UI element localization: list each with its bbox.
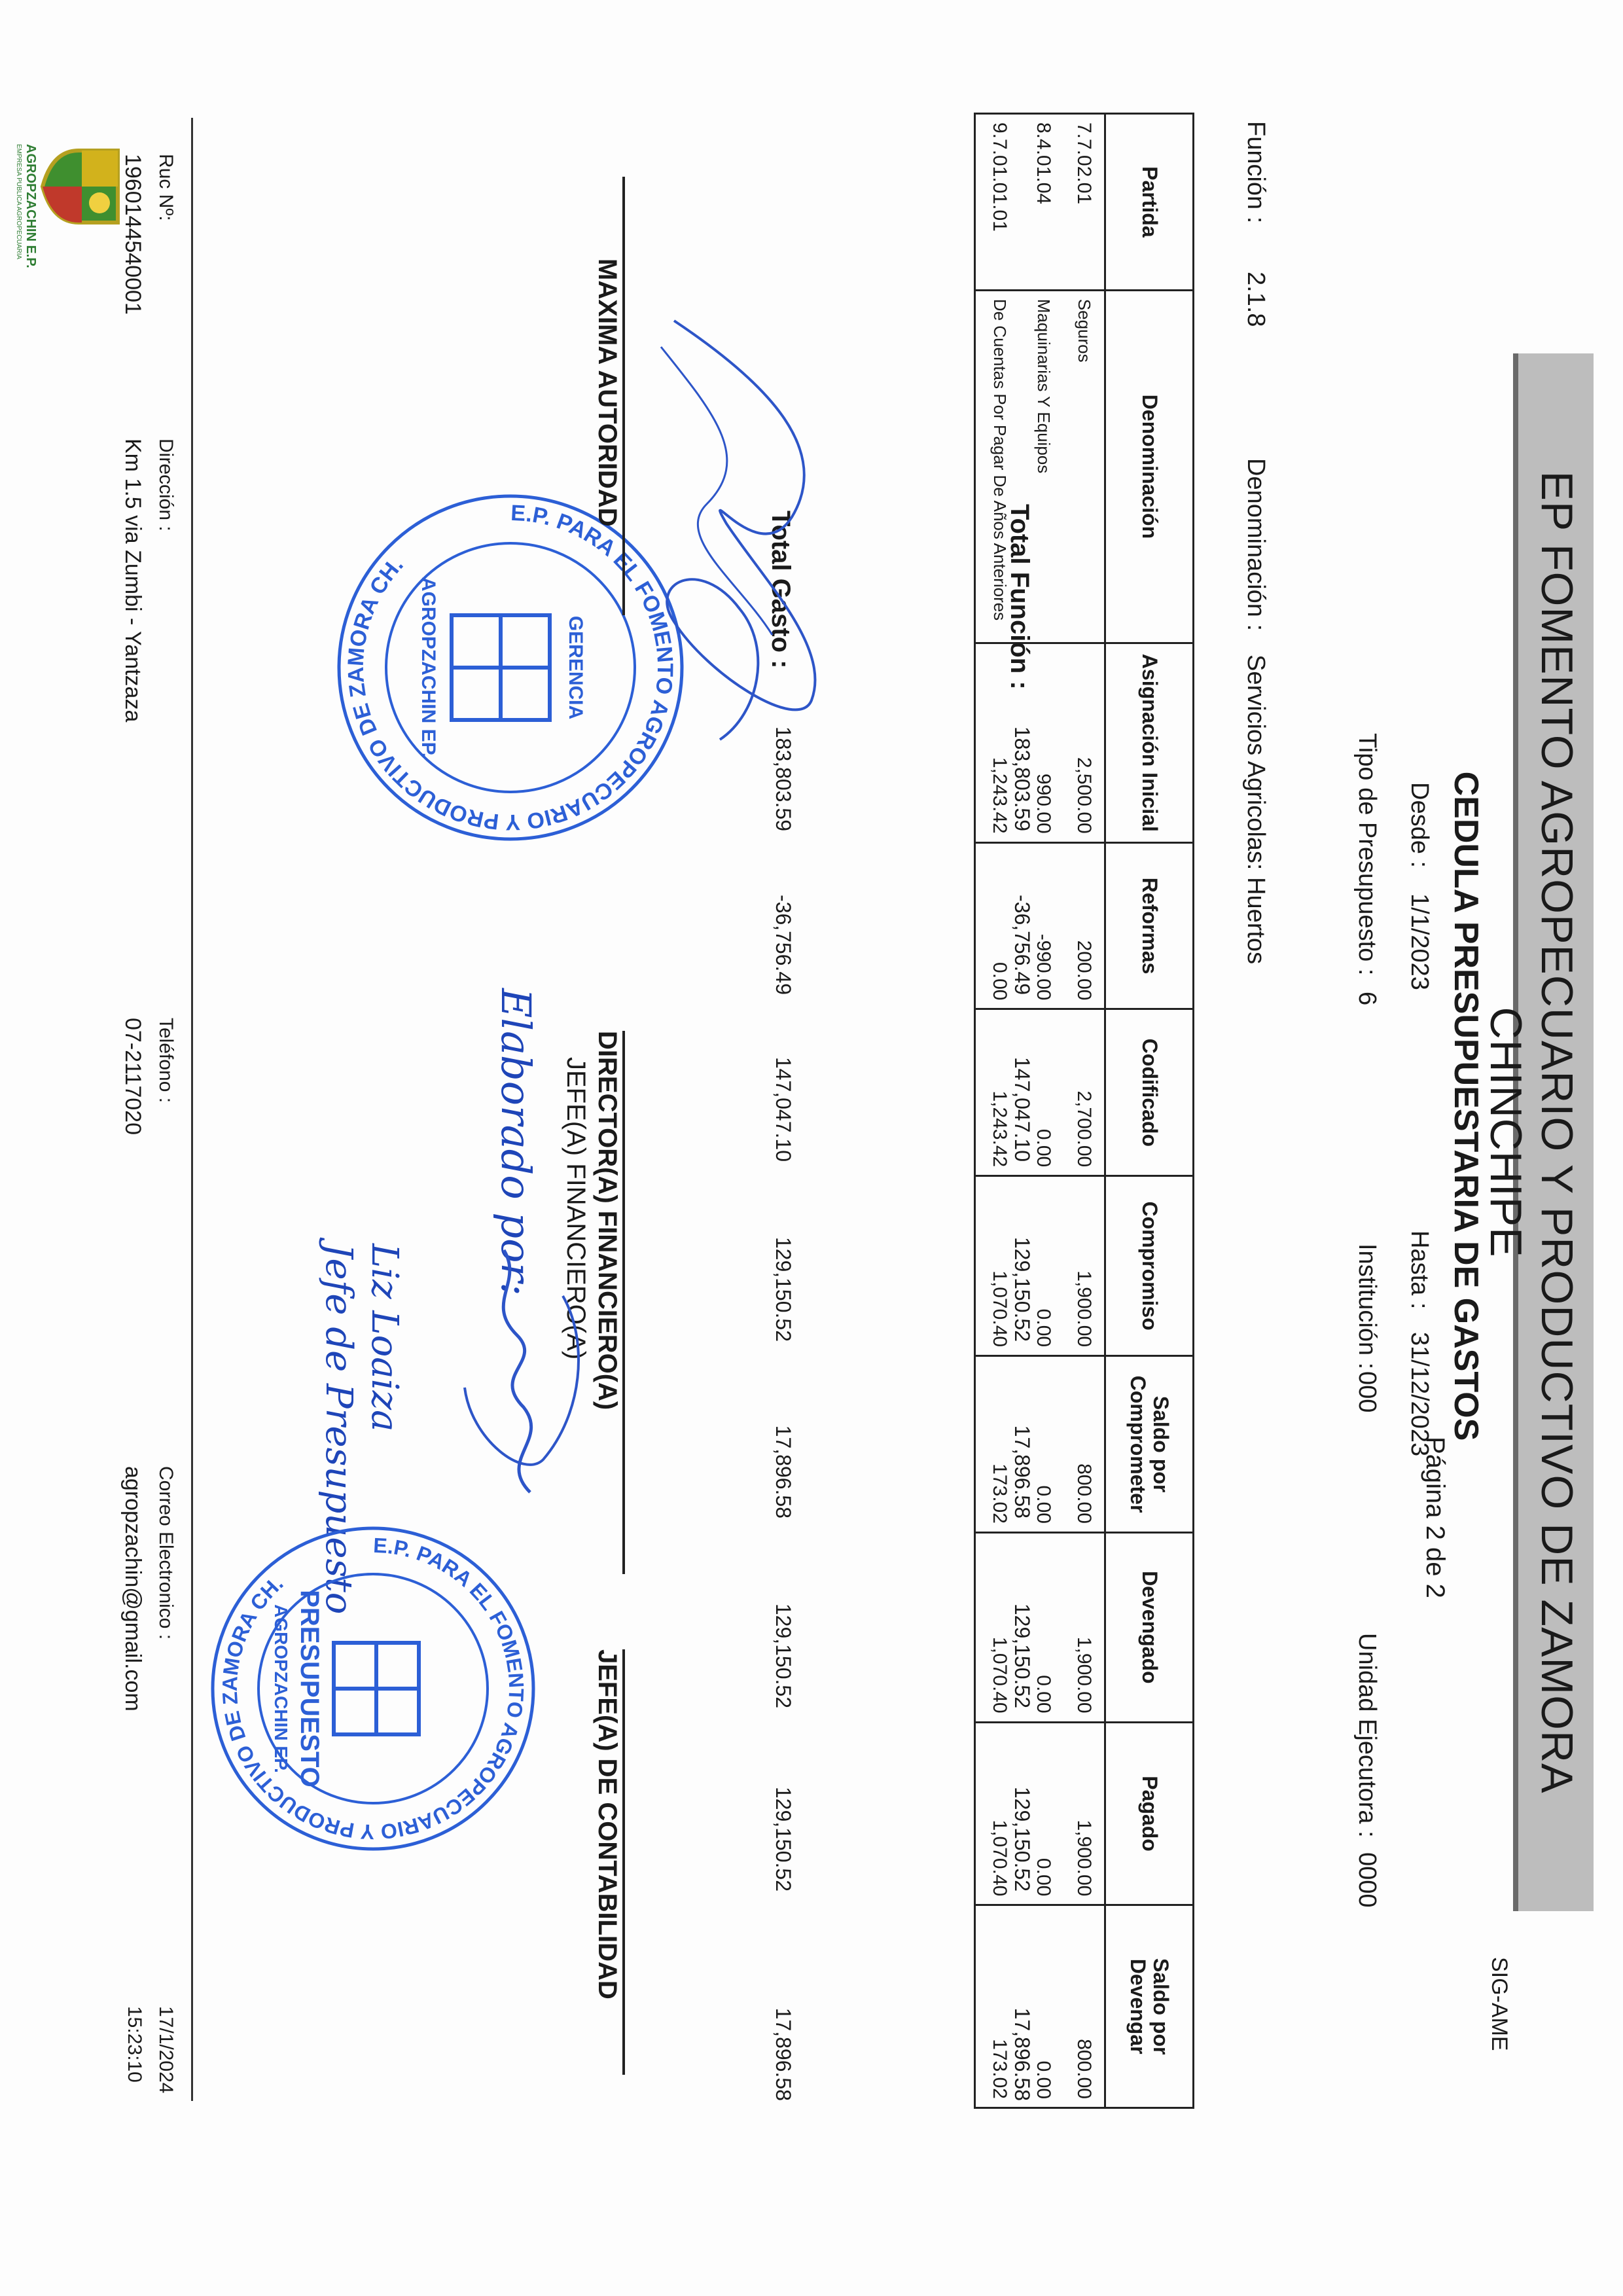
partida-cell: 7.7.02.01 [1063, 114, 1105, 291]
unidad-ejecutora-value: 0000 [1353, 1852, 1381, 1908]
column-header: Denominación [1105, 290, 1194, 643]
total-value: 129,150.52 [1010, 1786, 1034, 1892]
saldo-devengar-cell: 173.02 [975, 1905, 1024, 2108]
table-row [1063, 114, 1105, 2108]
logo-text: AGROPZACHIN E.P. [24, 144, 38, 268]
direccion-value: Km 1.5 via Zumbi - Yantzaza [120, 439, 145, 723]
signature-scribble-1 [622, 308, 870, 766]
footer-rule [191, 118, 193, 2101]
total-value: 129,150.52 [772, 1786, 795, 1892]
hasta-value: 31/12/2023 [1406, 1332, 1433, 1457]
telefono-value: 07-2117020 [120, 1018, 145, 1135]
desde-label: Desde : [1406, 782, 1433, 868]
total-value: 129,150.52 [1010, 1236, 1034, 1342]
total-gasto-label: Total Gasto : [766, 511, 795, 669]
report-title: CEDULA PRESUPUESTARIA DE GASTOS [1447, 771, 1485, 1441]
denominacion-cell: Maquinarias Y Equipos [1023, 290, 1063, 643]
column-header: Compromiso [1105, 1176, 1194, 1356]
total-value: -36,756.49 [1010, 894, 1034, 995]
total-value: 17,896.58 [772, 2007, 795, 2101]
elaborado-por-handwriting: Elaborado por: [492, 988, 540, 1296]
director-financiero-label: DIRECTOR(A) FINANCIERO(A) [593, 1031, 622, 1410]
stamp-inner-top: GERENCIA [565, 615, 586, 720]
funcion-label: Función : [1242, 121, 1270, 224]
compromiso-cell: 0.00 [1023, 1176, 1063, 1356]
codificado-cell: 0.00 [1023, 1009, 1063, 1176]
handwritten-role: Jefe de Presupuesto [317, 1244, 360, 1615]
total-funcion-label: Total Función : [1005, 504, 1034, 690]
total-value: 17,896.58 [1010, 1425, 1034, 1518]
partida-cell: 8.4.01.04 [1023, 114, 1063, 291]
presupuesto-stamp [203, 1518, 543, 1859]
unidad-ejecutora-label: Unidad Ejecutora : [1353, 1633, 1381, 1838]
denominacion-cell: De Cuentas Por Pagar De Años Anteriores [975, 290, 1024, 643]
funcion-denominacion-label: Denominación : [1242, 458, 1270, 632]
saldo-devengar-cell: 0.00 [1023, 1905, 1063, 2108]
asignacion-cell: 1,243.42 [975, 643, 1024, 843]
agropzachin-logo [7, 144, 124, 281]
total-value: 183,803.59 [1010, 726, 1034, 831]
correo-value: agropzachin@gmail.com [120, 1466, 145, 1712]
shield-logo-icon [39, 144, 124, 229]
codificado-cell: 2,700.00 [1063, 1009, 1105, 1176]
reformas-cell: -990.00 [1023, 842, 1063, 1009]
ruc-value: 1960144540001 [120, 154, 145, 315]
saldo-comprometer-cell: 173.02 [975, 1356, 1024, 1533]
column-header: Partida [1105, 114, 1194, 291]
total-funcion-row [1001, 0, 1034, 2296]
saldo-comprometer-cell: 800.00 [1063, 1356, 1105, 1533]
signature-line-director [622, 1031, 625, 1574]
jefe-financiero-label: JEFE(A) FINANCIERO(A) [562, 1057, 590, 1360]
compromiso-cell: 1,900.00 [1063, 1176, 1105, 1356]
column-header: Asignación Inicial [1105, 643, 1194, 843]
total-value: 129,150.52 [772, 1236, 795, 1342]
devengado-cell: 1,070.40 [975, 1532, 1024, 1722]
stamp-inner-bottom: AGROPZACHIN EP. [418, 577, 439, 759]
direccion-label: Dirección : [155, 439, 177, 531]
tipo-presupuesto-label: Tipo de Presupuesto : [1353, 733, 1381, 976]
hasta-label: Hasta : [1406, 1230, 1433, 1310]
signature-line-maxima [622, 177, 625, 615]
logo-subtext: EMPRESA PUBLICA AGROPECUARIA [15, 144, 22, 260]
pagado-cell: 1,900.00 [1063, 1722, 1105, 1905]
stamp-inner-bottom: AGROPZACHIN EP. [271, 1604, 291, 1773]
saldo-devengar-cell: 800.00 [1063, 1905, 1105, 2108]
stamp-inner-top: PRESUPUESTO [295, 1590, 324, 1787]
reformas-cell: 200.00 [1063, 842, 1105, 1009]
column-header: Saldo por Devengar [1105, 1905, 1194, 2108]
devengado-cell: 1,900.00 [1063, 1532, 1105, 1722]
signature-line-contabilidad [622, 1649, 625, 2075]
tipo-presupuesto-value: 6 [1353, 992, 1381, 1006]
total-value: 147,047.10 [772, 1056, 795, 1162]
stamp-ring-text: E.P. PARA EL FOMENTO AGROPECUARIO Y PRODUCTIVO DE ZAMORA CH. [343, 500, 678, 835]
signature-scribble-2 [432, 1244, 602, 1518]
telefono-label: Teléfono : [155, 1018, 177, 1103]
asignacion-cell: 990.00 [1023, 643, 1063, 843]
institucion-label: Institución : [1353, 1244, 1381, 1370]
total-value: 129,150.52 [772, 1603, 795, 1708]
jefe-contabilidad-label: JEFE(A) DE CONTABILIDAD [593, 1649, 622, 2000]
handwritten-name: Liz Loaiza [363, 1244, 406, 1432]
devengado-cell: 0.00 [1023, 1532, 1063, 1722]
total-value: 147,047.10 [1010, 1056, 1034, 1162]
correo-label: Correo Electronico : [155, 1466, 177, 1640]
total-value: -36,756.49 [772, 894, 795, 995]
institucion-value: 000 [1353, 1371, 1381, 1413]
table-header-row [1105, 114, 1194, 2108]
column-header: Pagado [1105, 1722, 1194, 1905]
codificado-cell: 1,243.42 [975, 1009, 1024, 1176]
stamp-ring-text: E.P. PARA EL FOMENTO AGROPECUARIO Y PRODUCTIVO DE ZAMORA CH. [217, 1533, 529, 1844]
funcion-value: 2.1.8 [1242, 272, 1270, 327]
total-value: 17,896.58 [1010, 2007, 1034, 2101]
page-number: Página 2 de 2 [1421, 1437, 1450, 1598]
column-header: Saldo por Comprometer [1105, 1356, 1194, 1533]
pagado-cell: 0.00 [1023, 1722, 1063, 1905]
column-header: Reformas [1105, 842, 1194, 1009]
print-time: 15:23:10 [124, 2006, 145, 2083]
funcion-denominacion-value: Servicios Agricolas: Huertos [1242, 655, 1270, 965]
total-value: 183,803.59 [772, 726, 795, 831]
asignacion-cell: 2,500.00 [1063, 643, 1105, 843]
system-label: SIG-AME [1487, 1957, 1512, 2051]
compromiso-cell: 1,070.40 [975, 1176, 1024, 1356]
ruc-label: Ruc Nº: [155, 154, 177, 221]
column-header: Devengado [1105, 1532, 1194, 1722]
total-value: 17,896.58 [772, 1425, 795, 1518]
column-header: Codificado [1105, 1009, 1194, 1176]
pagado-cell: 1,070.40 [975, 1722, 1024, 1905]
entity-title: EP FOMENTO AGROPECUARIO Y PRODUCTIVO DE ZAMORA CHINCHIPE [1481, 471, 1582, 1794]
partida-cell: 9.7.01.01.01 [975, 114, 1024, 291]
print-date: 17/1/2024 [155, 2006, 177, 2094]
desde-value: 1/1/2023 [1406, 893, 1433, 990]
saldo-comprometer-cell: 0.00 [1023, 1356, 1063, 1533]
reformas-cell: 0.00 [975, 842, 1024, 1009]
total-value: 129,150.52 [1010, 1603, 1034, 1708]
denominacion-cell: Seguros [1063, 290, 1105, 643]
maxima-autoridad-label: MAXIMA AUTORIDAD [593, 259, 622, 527]
